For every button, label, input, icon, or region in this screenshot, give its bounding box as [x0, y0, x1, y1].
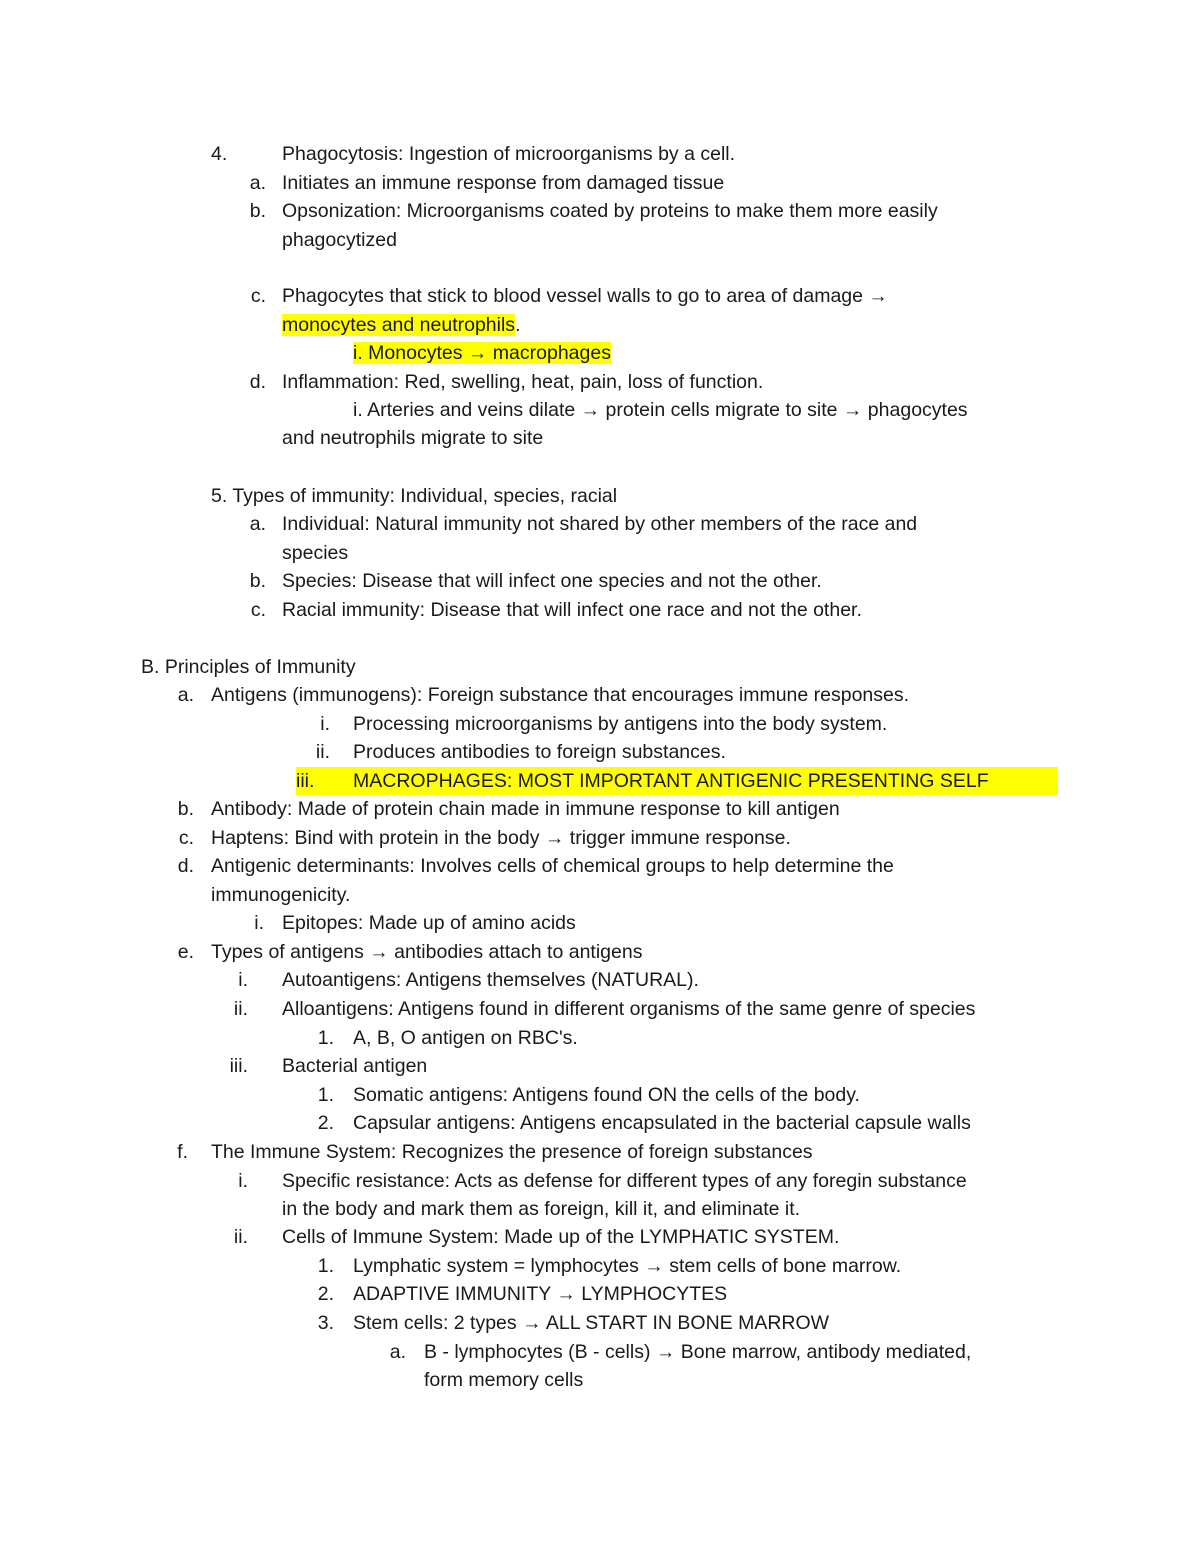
b-c-label: c. [178, 827, 194, 849]
b-f-i-line2: in the body and mark them as foreign, kill it, and eliminate it. [282, 1198, 801, 1220]
b-e-label: e. [177, 941, 194, 963]
item-5c-text: Racial immunity: Disease that will infect one race and not the other. [282, 599, 862, 621]
item-4a-text: Initiates an immune response from damaged tissue [282, 172, 725, 194]
item-5b-label: b. [249, 570, 266, 592]
item-4d-sub-i-line1: i. Arteries and veins dilate → protein cells migrate to site → phagocytes [353, 399, 968, 421]
item-5a-label: a. [249, 513, 266, 535]
b-c-text: Haptens: Bind with protein in the body → trigger immune response. [211, 827, 791, 849]
b-d-label: d. [177, 855, 194, 877]
item-4c-label: c. [250, 285, 266, 307]
highlight-monocytes-macrophages: i. Monocytes → macrophages [353, 342, 611, 364]
item-4-phagocytosis: Phagocytosis: Ingestion of microorganisms by a cell. [282, 143, 736, 165]
item-4-number: 4. [211, 143, 228, 165]
item-5c-label: c. [250, 599, 266, 621]
b-a-text: Antigens (immunogens): Foreign substance that encourages immune responses. [211, 684, 910, 706]
b-e-i-text: Autoantigens: Antigens themselves (NATURAL). [282, 969, 699, 991]
b-f-i-label: i. [238, 1170, 248, 1192]
b-a-iii-highlight [296, 767, 1058, 795]
item-5a-line1: Individual: Natural immunity not shared by other members of the race and [282, 513, 918, 535]
b-e-iii-label: iii. [229, 1055, 248, 1077]
highlight-monocytes-neutrophils: monocytes and neutrophils [282, 314, 516, 336]
b-d-i-text: Epitopes: Made up of amino acids [282, 912, 576, 934]
b-d-line1: Antigenic determinants: Involves cells of chemical groups to help determine the [211, 855, 894, 877]
item-4c-line1: Phagocytes that stick to blood vessel walls to go to area of damage → [282, 285, 888, 307]
b-f-ii-1-text: Lymphatic system = lymphocytes → stem cells of bone marrow. [353, 1255, 902, 1277]
item-5-heading: 5. Types of immunity: Individual, species, racial [211, 485, 618, 507]
item-4b-label: b. [249, 200, 266, 222]
item-4b-line2: phagocytized [282, 229, 397, 251]
b-a-ii-text: Produces antibodies to foreign substances. [353, 741, 726, 763]
b-f-ii-3-label: 3. [317, 1312, 334, 1334]
item-5a-line2: species [282, 542, 349, 564]
b-e-i-label: i. [238, 969, 248, 991]
b-e-ii-1-label: 1. [317, 1027, 334, 1049]
b-a-label: a. [177, 684, 194, 706]
b-d-line2: immunogenicity. [211, 884, 351, 906]
b-e-ii-text: Alloantigens: Antigens found in different organisms of the same genre of species [282, 998, 976, 1020]
b-e-iii-2-text: Capsular antigens: Antigens encapsulated in the bacterial capsule walls [353, 1112, 971, 1134]
b-f-ii-text: Cells of Immune System: Made up of the LYMPHATIC SYSTEM. [282, 1226, 840, 1248]
b-a-i-label: i. [320, 713, 330, 735]
b-b-text: Antibody: Made of protein chain made in immune response to kill antigen [211, 798, 840, 820]
b-e-iii-text: Bacterial antigen [282, 1055, 428, 1077]
b-d-i-label: i. [254, 912, 264, 934]
item-4d-sub-i-line2: and neutrophils migrate to site [282, 427, 544, 449]
b-e-text: Types of antigens → antibodies attach to antigens [211, 941, 643, 963]
section-b-heading: B. Principles of Immunity [141, 656, 356, 678]
b-f-label: f. [177, 1141, 188, 1163]
b-f-ii-3-a-line1: B - lymphocytes (B - cells) → Bone marrow, antibody mediated, [424, 1341, 972, 1363]
b-e-iii-2-label: 2. [317, 1112, 334, 1134]
b-f-ii-label: ii. [233, 1226, 248, 1248]
b-a-iii-text: MACROPHAGES: MOST IMPORTANT ANTIGENIC PRESENTING SELF [353, 770, 989, 792]
b-e-ii-label: ii. [233, 998, 248, 1020]
b-f-ii-2-text: ADAPTIVE IMMUNITY → LYMPHOCYTES [353, 1283, 728, 1305]
b-f-ii-3-a-line2: form memory cells [424, 1369, 584, 1391]
item-4c-line2: monocytes and neutrophils. [282, 314, 521, 336]
b-f-ii-3-a-label: a. [389, 1341, 406, 1363]
b-e-ii-1-text: A, B, O antigen on RBC's. [353, 1027, 578, 1049]
item-4a-label: a. [249, 172, 266, 194]
b-e-iii-1-label: 1. [317, 1084, 334, 1106]
item-4d-label: d. [249, 371, 266, 393]
b-f-ii-2-label: 2. [317, 1283, 334, 1305]
b-f-i-line1: Specific resistance: Acts as defense for different types of any foregin substance [282, 1170, 967, 1192]
item-4b-line1: Opsonization: Microorganisms coated by proteins to make them more easily [282, 200, 938, 222]
b-b-label: b. [177, 798, 194, 820]
b-a-iii-label: iii. [296, 770, 315, 792]
b-f-ii-3-text: Stem cells: 2 types → ALL START IN BONE MARROW [353, 1312, 830, 1334]
b-f-text: The Immune System: Recognizes the presence of foreign substances [211, 1141, 813, 1163]
item-4c-sub-i [353, 339, 611, 367]
b-e-iii-1-text: Somatic antigens: Antigens found ON the cells of the body. [353, 1084, 860, 1106]
b-f-ii-1-label: 1. [317, 1255, 334, 1277]
item-4d-text: Inflammation: Red, swelling, heat, pain, loss of function. [282, 371, 764, 393]
item-5b-text: Species: Disease that will infect one species and not the other. [282, 570, 822, 592]
b-a-i-text: Processing microorganisms by antigens into the body system. [353, 713, 888, 735]
b-a-ii-label: ii. [315, 741, 330, 763]
